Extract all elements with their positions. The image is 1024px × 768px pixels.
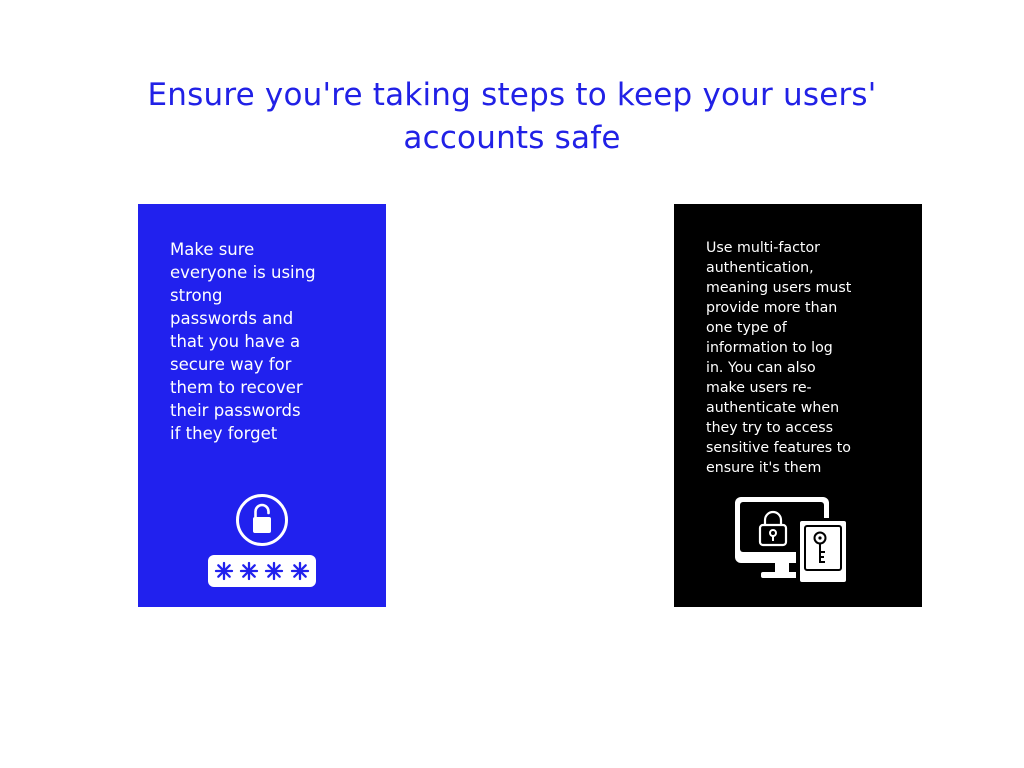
multi-factor-card	[674, 204, 922, 607]
card-text-line: they try to access	[706, 420, 834, 436]
card-text-line: sensitive features to	[706, 440, 851, 456]
card-text-line: Make sure	[170, 240, 255, 259]
card-text-line: secure way for	[170, 355, 292, 374]
card-text-line: authentication,	[706, 260, 814, 276]
card-text-line: passwords and	[170, 309, 294, 328]
card-text-line: that you have a	[170, 332, 301, 351]
page-headline	[0, 74, 1024, 160]
monitor-lock-and-phone-key-icon	[734, 496, 850, 586]
card-text-line: everyone is using	[170, 263, 316, 282]
card-text-line: Use multi-factor	[706, 240, 820, 256]
card-text-line: strong	[170, 286, 223, 305]
multi-factor-text	[706, 238, 882, 478]
card-text-line: one type of	[706, 320, 787, 336]
card-text-line: meaning users must	[706, 280, 852, 296]
strong-passwords-text	[170, 238, 342, 445]
card-text-line: them to recover	[170, 378, 303, 397]
card-text-line: if they forget	[170, 424, 278, 443]
card-text-line: their passwords	[170, 401, 301, 420]
card-text-line: provide more than	[706, 300, 838, 316]
password-field-icon	[208, 555, 316, 587]
card-text-line: ensure it's them	[706, 460, 822, 476]
strong-passwords-card	[138, 204, 386, 607]
card-text-line: make users re-	[706, 380, 812, 396]
card-text-line: in. You can also	[706, 360, 816, 376]
headline-line: accounts safe	[403, 120, 621, 156]
unlocked-padlock-icon	[234, 492, 290, 548]
headline-line: Ensure you're taking steps to keep your users'	[147, 77, 877, 113]
card-text-line: authenticate when	[706, 400, 840, 416]
card-text-line: information to log	[706, 340, 833, 356]
